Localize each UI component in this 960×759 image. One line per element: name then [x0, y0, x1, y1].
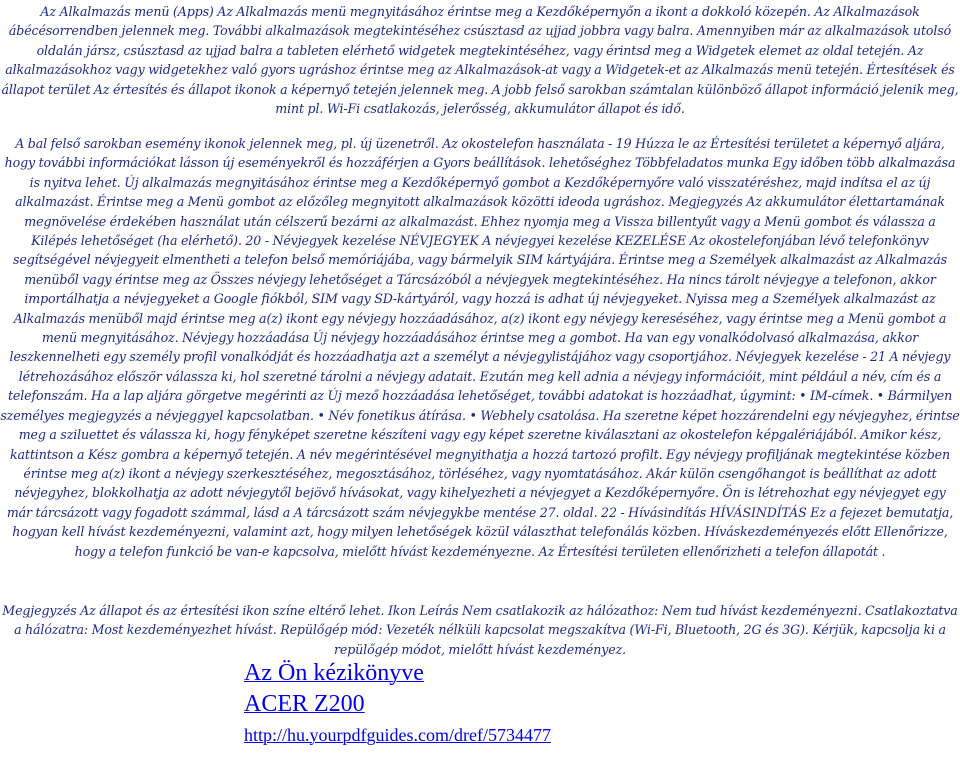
paragraph-contacts-and-calls: A bal felső sarokban esemény ikonok jelennek meg, pl. új üzenetről. Az okostelefon használata - 19 Húzza le az Értesítési területet a képernyő aljára, hogy további információkat lásson új eseményekről és hozzáférjen a Gyors beállítások. lehetőséghez Többfeladatos munka Egy időben több alkalmazása is nyitva lehet. Új alkalmazás megnyitásához érintse meg a Kezdőképernyő gombot a Kezdőképernyőre való visszatéréshez, majd indítsa el az új alkalmazást. Érintse meg a Menü gombot az előzőleg megnyitott alkalmazások közötti ideoda ugráshoz. Megjegyzés Az akkumulátor élettartamának megnövelése érdekében használat után célszerű bezárni az alkalmazást. Ehhez nyomja meg a Vissza billentyűt vagy a Menü gombot és válassza a Kilépés lehetőséget (ha elérhető). 20 - Névjegyek kezelése NÉVJEGYEK A névjegyei kezelése KEZELÉSE Az okostelefonjában lévő telefonkönyv segítségével névjegyeit elmentheti a telefon belső memóriájába, vagy bármelyik SIM kártyájára. Érintse meg a Személyek alkalmazást az Alkalmazás menüből vagy érintse meg az Összes névjegy lehetőséget a Tárcsázóból a névjegyek megtekintéséhez. Ha nincs tárolt névjegye a telefonon, akkor importálhatja a névjegyeket a Google fiókból, SIM vagy SD-kártyáról, vagy hozzá is adhat új névjegyeket. Nyissa meg a Személyek alkalmazást az Alkalmazás menüből majd érintse meg a(z) ikont egy névjegy hozzáadásához, a(z) ikont egy névjegy kereséséhez, vagy érintse meg a Menü gombot a menü megnyitásához. Névjegy hozzáadása Új névjegy hozzáadásához érintse meg a gombot. Ha van egy vonalkódolvasó alkalmazása, akkor leszkennelheti egy személy profil vonalkódját és hozzáadhatja azt a személyt a névjegylistájához vagy csoportjához. Névjegyek kezelése - 21 A névjegy létrehozásához először válassza ki, hol szeretné tárolni a névjegy adatait. Ezután meg kell adnia a névjegy információit, mint például a név, cím és a telefonszám. Ha a lap aljára görgetve megérinti az Új mező hozzáadása lehetőséget, további adatokat is hozzáadhat, úgymint: • IM-címek. • Bármilyen személyes megjegyzés a névjeggyel kapcsolatban. • Név fonetikus átírása. • Webhely csatolása. Ha szeretne képet hozzárendelni egy névjegyhez, érintse meg a sziluettet és válassza ki, hogy fényképet szeretne készíteni vagy egy képet szeretne kiválasztani az okostelefon képgalériájából. Amikor kész, kattintson a Kész gombra a képernyő tetején. A név megérintésével megnyithatja a hozzá tartozó profilt. Egy névjegy profiljának megtekintése közben érintse meg a(z) ikont a névjegy szerkesztéséhez, megosztásához, törléséhez, vagy nyomtatásához. Akár külön csengőhangot is beállíthat az adott névjegyhez, blokkolhatja az adott névjegytől bejövő hívásokat, vagy kihelyezheti a névjegyet a Kezdőképernyőre. Ön is létrehozhat egy névjegyet egy már tárcsázott vagy fogadott számmal, lásd a A tárcsázott szám névjegykbe mentése 27. oldal. 22 - Hívásindítás HÍVÁSINDÍTÁS Ez a fejezet bemutatja, hogyan kell hívást kezdeményezni, valamint azt, hogy milyen lehetőségek közül választhat telefonálás közben. Híváskezdeményezés előtt Ellenőrizze, hogy a telefon funkció be van-e kapcsolva, mielőtt hívást kezdeményezne. Az Értesítési területen ellenőrizheti a telefon állapotát . [0, 136, 960, 559]
paragraph-status-note: Megjegyzés Az állapot és az értesítési ikon színe eltérő lehet. Ikon Leírás Nem csatlakozik az hálózathoz: Nem tud hívást kezdeményezni. Csatlakoztatva a hálózatra: Most kezdeményezhet hívást. Repülőgép mód: Vezeték nélküli kapcsolat megszakítva (Wi-Fi, Bluetooth, 2G és 3G). Kérjük, kapcsolja ki a repülőgép módot, mielőtt hívást kezdeményez. [2, 603, 958, 657]
guide-links [244, 658, 551, 748]
guide-url-link[interactable]: http://hu.yourpdfguides.com/dref/5734477 [244, 725, 551, 745]
user-guide-link[interactable]: Az Ön kézikönyve [244, 660, 424, 686]
model-link[interactable]: ACER Z200 [244, 691, 365, 717]
paragraph-apps-menu: Az Alkalmazás menü (Apps) Az Alkalmazás menü megnyitásához érintse meg a Kezdőképernyőn a ikont a dokkoló közepén. Az Alkalmazások ábécésorrendben jelennek meg. További alkalmazások megtekintéséhez csúsztasd az ujjad jobbra vagy balra. Amennyiben már az alkalmazások utolsó oldalán jársz, csúsztasd az ujjad balra a tableten elérhető widgetek megtekintéséhez, vagy érintsd meg a Widgetek elemet az oldal tetején. Az alkalmazásokhoz vagy widgetekhez való gyors ugráshoz érintse meg az Alkalmazások-at vagy a Widgetek-et az Alkalmazás menü tetején. Értesítések és állapot terület Az értesítés és állapot ikonok a képernyő tetején jelennek meg. A jobb felső sarokban számtalan különböző állapot információ jelenik meg, mint pl. Wi-Fi csatlakozás, jelerősség, akkumulátor állapot és idő. [1, 4, 959, 117]
